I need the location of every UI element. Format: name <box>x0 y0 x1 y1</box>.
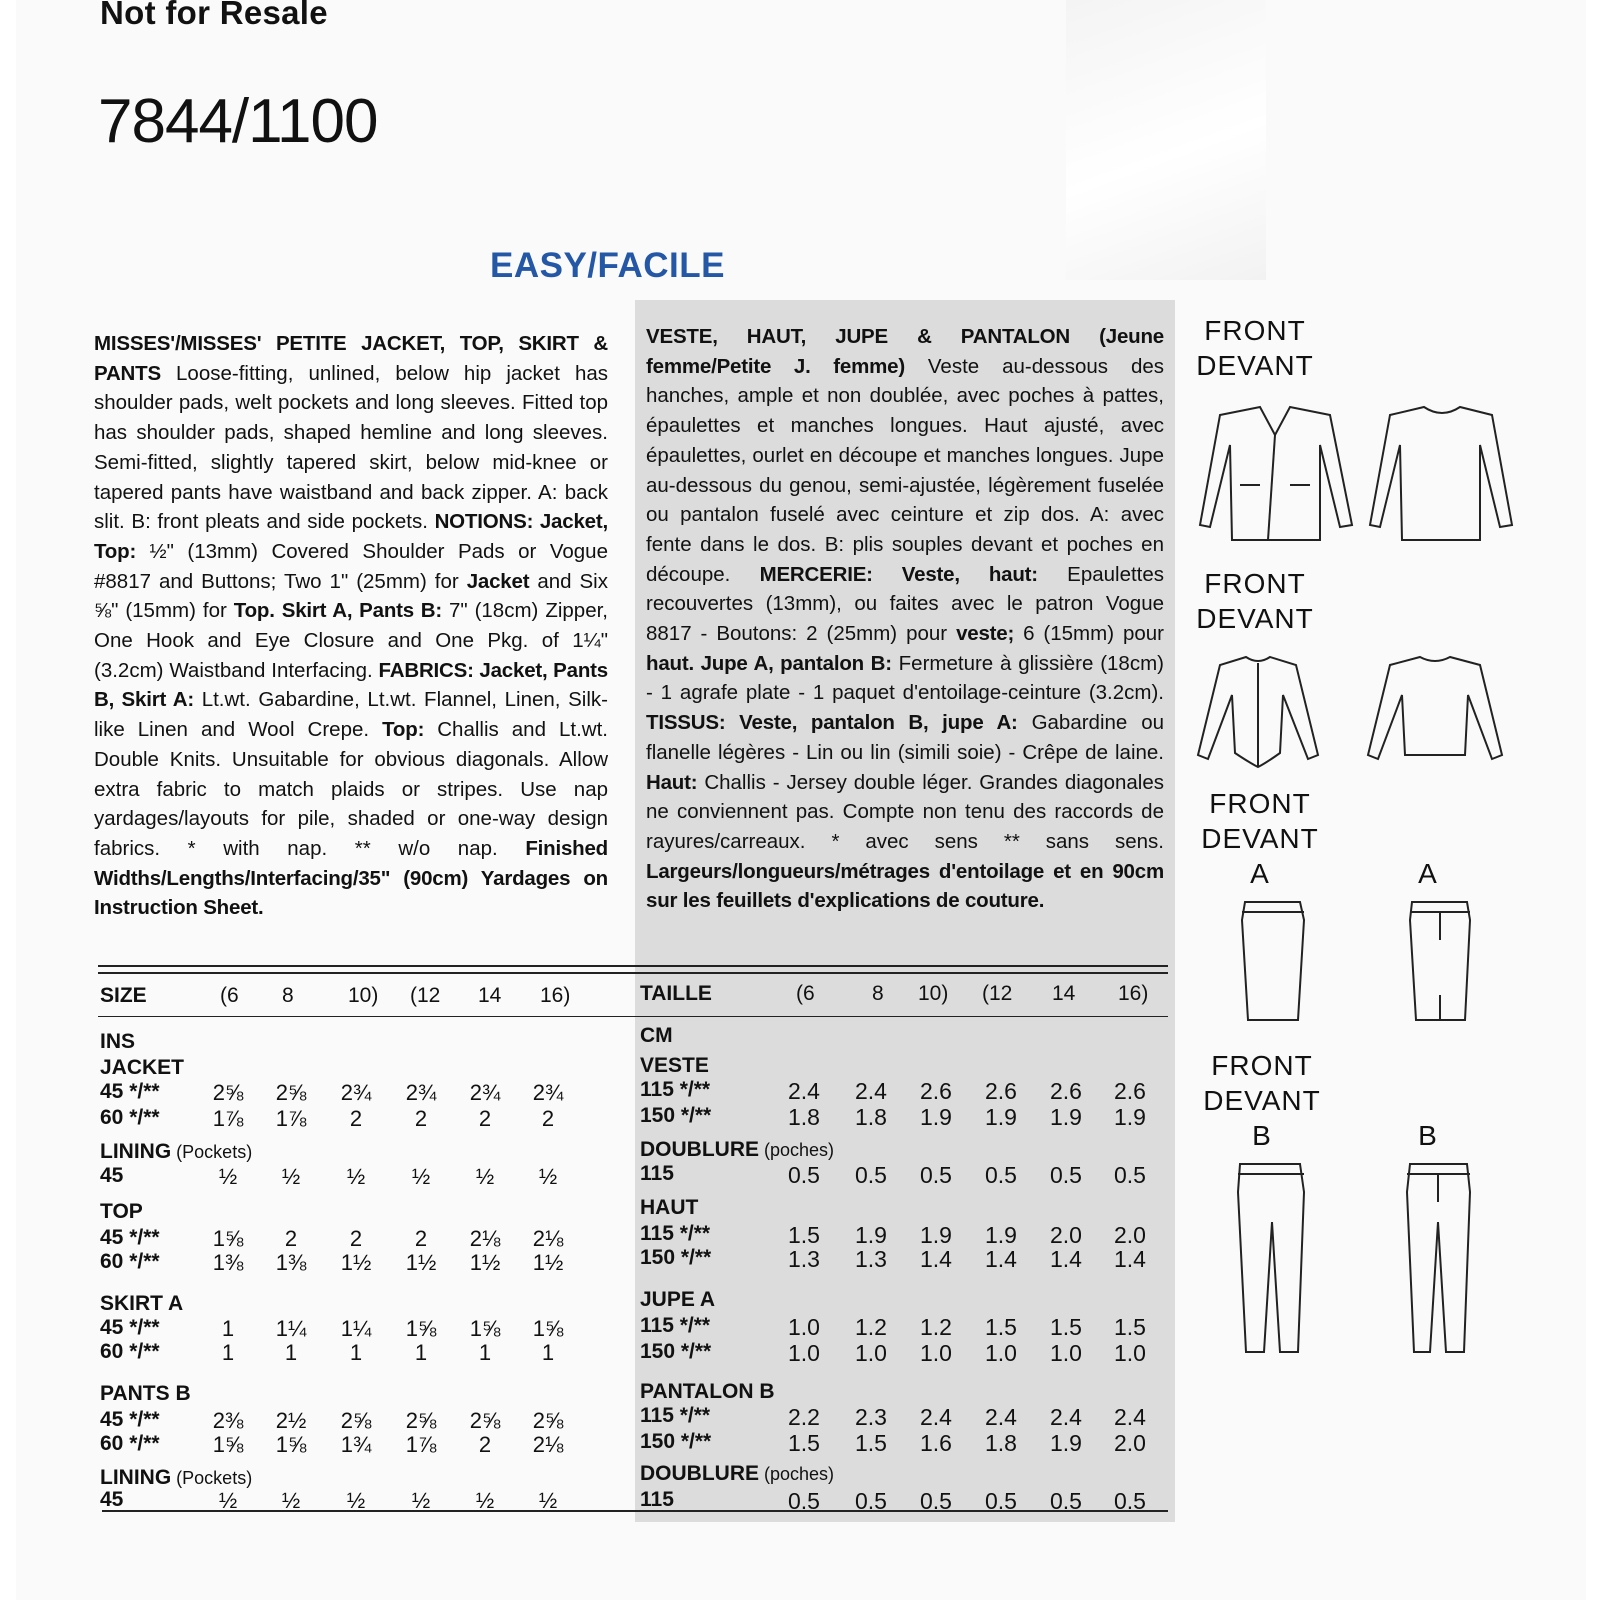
row-label-text: DOUBLURE <box>640 1138 759 1161</box>
mercerie-text: Fermeture à glissière (18cm) - 1 agrafe plate - 1 paquet d'entoilage-ceinture (3.2cm). <box>646 651 1164 705</box>
yardage-cell: 1¾ <box>340 1432 372 1457</box>
yardage-cell: 2.2 <box>788 1404 820 1430</box>
torn-paper-area <box>1066 0 1266 280</box>
notions-text: 7" (18cm) Zipper, One Hook and Eye Closure and One Pkg. of 1¼" (3.2cm) Waistband Interfacing. <box>94 599 608 682</box>
table-row <box>100 1488 620 1514</box>
table-row <box>640 1488 1170 1514</box>
row-label <box>100 1200 143 1224</box>
top-front-label: FRONT <box>1204 568 1306 599</box>
yardage-cell: 1.0 <box>855 1340 887 1366</box>
yardage-cell: 0.5 <box>788 1162 820 1188</box>
yardage-cell: 1.4 <box>1114 1246 1146 1272</box>
yardage-cell: 1 <box>284 1340 298 1365</box>
mercerie-text: 6 (15mm) pour <box>1023 622 1165 646</box>
row-label-note: (poches) <box>764 1140 835 1160</box>
yardage-cell: 2⅝ <box>212 1080 244 1105</box>
row-label <box>100 1340 160 1364</box>
yardage-cell: 1½ <box>469 1250 501 1275</box>
tissus-label: TISSUS: Veste, pantalon B, jupe A: <box>646 711 1018 735</box>
pants-view-back: B <box>1418 1120 1438 1151</box>
yardage-cell: 2.0 <box>1114 1222 1146 1248</box>
yardage-cell: 0.5 <box>985 1488 1017 1514</box>
yardage-cell: 1.5 <box>1114 1314 1146 1340</box>
description-body-fr: Veste au-dessous des hanches, ample et non doublée, avec poches à pattes, épaulettes et manches longues. Haut ajusté, avec épaulettes, ourlet en découpe et manches longues. Jupe au-dessous du genou, semi-ajustée, légèrement fuselée ou pantalon fuselé avec ceinture et zip dos. A: avec fente dans le dos. B: plis souples devant et poches en découpe. <box>646 354 1164 586</box>
yardage-cell: 2.6 <box>985 1078 1017 1104</box>
yardage-cell: 2 <box>414 1106 428 1131</box>
row-label <box>640 1054 709 1078</box>
yardage-cell: 0.5 <box>855 1162 887 1188</box>
row-label <box>640 1138 834 1162</box>
row-label <box>100 1382 191 1406</box>
notions-top: Top. <box>233 599 275 623</box>
row-label-text: TOP <box>100 1200 143 1223</box>
row-label-text: SKIRT A <box>100 1292 184 1315</box>
yardage-cell: 1.9 <box>920 1104 952 1130</box>
row-label-text: 60 */** <box>100 1340 160 1363</box>
yardage-cell: 1.5 <box>985 1314 1017 1340</box>
pants-view-front: B <box>1252 1120 1272 1151</box>
size-column-header: 8 <box>282 984 294 1007</box>
yardage-cell: 1⅜ <box>275 1250 307 1275</box>
yardage-cell: 2⅝ <box>532 1408 564 1433</box>
row-label-text: 60 */** <box>100 1432 160 1455</box>
tissus-text: Gabardine ou flanelle légères - Lin ou lin (simili soie) - Crêpe de laine. <box>646 711 1164 764</box>
size-column-header: 14 <box>478 984 502 1007</box>
yardage-cell: 1.9 <box>1050 1104 1082 1130</box>
yardage-cell: 2⅛ <box>532 1226 564 1251</box>
table-top-rule <box>98 965 1168 967</box>
row-label <box>640 1340 711 1364</box>
yardage-cell: 2.4 <box>1050 1404 1082 1430</box>
yardage-cell: 2½ <box>275 1408 307 1433</box>
yardage-cell: 1⅝ <box>212 1226 244 1251</box>
row-label-text: 115 */** <box>640 1222 711 1245</box>
size-column-header: 10) <box>348 984 379 1007</box>
table-row <box>640 1314 1170 1340</box>
yardage-cell: 0.5 <box>920 1488 952 1514</box>
yardage-cell: 2⅝ <box>469 1408 501 1433</box>
yardage-cell: 1.2 <box>855 1314 887 1340</box>
yardage-cell: 1½ <box>532 1250 564 1275</box>
row-label-text: 115 */** <box>640 1078 711 1101</box>
size-column-header: 14 <box>1052 982 1076 1005</box>
yardage-table-french <box>640 980 1170 1514</box>
yardage-cell: 1⅝ <box>405 1316 437 1341</box>
description-title: MISSES'/MISSES' PETITE JACKET, TOP, SKIRT & PANTS <box>94 332 608 385</box>
row-label-text: 45 */** <box>100 1226 160 1249</box>
row-label <box>100 1316 160 1340</box>
top-devant-label: DEVANT <box>1196 603 1314 634</box>
yardage-cell: ½ <box>218 1488 238 1513</box>
yardage-cell: 0.5 <box>1114 1162 1146 1188</box>
table-row <box>100 1080 620 1106</box>
table-row <box>640 1404 1170 1430</box>
yardage-cell: 2⅜ <box>212 1408 244 1433</box>
row-label-text: PANTALON B <box>640 1380 775 1403</box>
yardage-cell: 0.5 <box>788 1488 820 1514</box>
resale-notice: Not for Resale <box>100 0 328 31</box>
yardage-cell: 2⅝ <box>405 1408 437 1433</box>
size-column-header: (12 <box>410 984 441 1007</box>
yardage-cell: 2¾ <box>469 1080 501 1105</box>
yardage-cell: 2.6 <box>1114 1078 1146 1104</box>
yardage-cell: 1.3 <box>788 1246 820 1272</box>
yardage-cell: 1½ <box>405 1250 437 1275</box>
yardage-cell: 1.0 <box>985 1340 1017 1366</box>
table-top-rule-2 <box>98 972 1168 974</box>
yardage-cell: 1 <box>478 1340 492 1365</box>
difficulty-label: EASY/FACILE <box>490 246 725 285</box>
size-column-header: 8 <box>872 982 884 1005</box>
table-row <box>640 1462 1170 1488</box>
yardage-cell: 0.5 <box>855 1488 887 1514</box>
row-label <box>100 1226 160 1250</box>
garment-sketches <box>1180 300 1580 1420</box>
table-row <box>100 1408 620 1434</box>
yardage-cell: 2.6 <box>920 1078 952 1104</box>
table-row <box>640 1162 1170 1188</box>
mercerie-text: Epaulettes recouvertes (13mm), ou faites avec le patron Vogue 8817 - Boutons: 2 (25mm) pour <box>646 562 1165 646</box>
row-label-text: JUPE A <box>640 1288 716 1311</box>
notions-skirt-pants: Skirt A, Pants B: <box>281 599 442 623</box>
yardage-cell: 1⅝ <box>532 1316 564 1341</box>
size-column-header: (6 <box>220 984 239 1007</box>
row-label-text: 45 <box>100 1164 124 1187</box>
table-row <box>640 1430 1170 1456</box>
row-label <box>640 1078 710 1102</box>
yardage-cell: 1.0 <box>920 1340 952 1366</box>
table-row <box>100 1164 620 1190</box>
yardage-cell: 2.4 <box>788 1078 820 1104</box>
pants-front-label: FRONT <box>1211 1050 1313 1081</box>
table-row <box>100 1226 620 1252</box>
yardage-cell: 0.5 <box>1050 1488 1082 1514</box>
pattern-number: 7844/1100 <box>98 87 378 156</box>
row-label-text: 60 */** <box>100 1106 160 1129</box>
yardage-cell: 1.9 <box>1050 1430 1082 1456</box>
yardage-cell: 1¼ <box>275 1316 307 1341</box>
fabrics-text: Lt.wt. Gabardine, Lt.wt. Flannel, Linen, Silk-like Linen and Wool Crepe. <box>94 688 608 742</box>
yardage-cell: 1 <box>414 1340 428 1365</box>
fabrics-text: Challis and Lt.wt. Double Knits. Unsuitable for obvious diagonals. Allow extra fabric to match plaids or stripes. Use nap yardages/layouts for pile, shaded or one-way design fabrics. * with nap. ** w/o nap. <box>94 718 608 860</box>
yardage-cell: 1.0 <box>788 1314 820 1340</box>
row-label-note: (Pockets) <box>176 1142 253 1162</box>
row-label-text: 150 */** <box>640 1246 712 1269</box>
yardage-cell: 1.4 <box>920 1246 952 1272</box>
mercerie-veste: veste; <box>956 622 1015 646</box>
yardage-cell: 0.5 <box>920 1162 952 1188</box>
jacket-devant-label: DEVANT <box>1196 350 1314 381</box>
row-label <box>100 1080 160 1104</box>
table-row <box>640 1054 1170 1080</box>
mercerie-label: MERCERIE: Veste, haut: <box>759 562 1038 586</box>
yardage-cell: 2.6 <box>1050 1078 1082 1104</box>
yardage-cell: 2.0 <box>1114 1430 1146 1456</box>
size-column-header: 16) <box>1118 982 1149 1005</box>
yardage-cell: 1 <box>221 1340 235 1365</box>
row-label <box>100 1056 184 1080</box>
tissus-text: Challis - Jersey double léger. Grandes diagonales ne conviennent pas. Compte non tenu des raccords de rayures/carreaux. * avec sens ** sans sens. <box>646 770 1164 853</box>
yardage-cell: 1.9 <box>920 1222 952 1248</box>
row-label-text: VESTE <box>640 1054 709 1077</box>
description-body: Loose-fitting, unlined, below hip jacket has shoulder pads, welt pockets and long sleeves. Fitted top has shoulder pads, shaped hemline and long sleeves. Semi-fitted, slightly tapered skirt, below mid-knee or tapered pants have waistband and back zipper. A: back slit. B: front pleats and side pockets. <box>94 361 609 534</box>
yardage-cell: 1 <box>541 1340 555 1365</box>
row-label-text: LINING <box>100 1140 172 1163</box>
yardage-cell: 1.6 <box>920 1430 952 1456</box>
yardage-cell: 1⅜ <box>212 1250 244 1275</box>
yardage-cell: 1.8 <box>855 1104 887 1130</box>
yardage-cell: 1⅝ <box>469 1316 501 1341</box>
row-label-note: (poches) <box>764 1464 835 1484</box>
row-label-text: 60 */** <box>100 1250 160 1273</box>
yardage-cell: 1⅞ <box>405 1432 437 1457</box>
yardage-cell: 0.5 <box>985 1162 1017 1188</box>
table-row <box>640 1196 1170 1222</box>
size-column-header: (6 <box>796 982 815 1005</box>
yardage-cell: 2⅛ <box>469 1226 501 1251</box>
yardage-cell: 2 <box>284 1226 298 1251</box>
yardage-cell: 0.5 <box>1050 1162 1082 1188</box>
yardage-cell: 2⅝ <box>340 1408 372 1433</box>
yardage-cell: ½ <box>411 1488 431 1513</box>
yardage-cell: 1¼ <box>340 1316 372 1341</box>
yardage-cell: ½ <box>281 1488 301 1513</box>
skirt-view-front: A <box>1250 858 1270 889</box>
notions-label: NOTIONS: <box>434 510 534 534</box>
row-label-text: 45 <box>100 1488 124 1511</box>
pants-sketch <box>1180 1162 1520 1362</box>
table-row <box>640 1078 1170 1104</box>
yardage-cell: 0.5 <box>1114 1488 1146 1514</box>
yardage-cell: 1.8 <box>788 1104 820 1130</box>
row-label <box>100 1432 160 1456</box>
row-label <box>640 1430 711 1454</box>
table-row <box>100 1140 620 1166</box>
yardage-cell: 1.0 <box>1050 1340 1082 1366</box>
yardage-cell: 1.9 <box>985 1222 1017 1248</box>
row-label <box>100 1164 123 1188</box>
yardage-cell: 1.9 <box>985 1104 1017 1130</box>
row-label <box>100 1488 123 1512</box>
row-label <box>100 1140 252 1164</box>
table-row <box>100 1056 620 1082</box>
yardage-cell: 2 <box>349 1106 363 1131</box>
yardage-cell: ½ <box>538 1488 558 1513</box>
yardage-cell: 2 <box>478 1106 492 1131</box>
row-label <box>640 1222 710 1246</box>
table-row <box>100 1382 620 1408</box>
yardage-cell: 2¾ <box>405 1080 437 1105</box>
row-label-text: PANTS B <box>100 1382 191 1405</box>
yardage-cell: ½ <box>281 1164 301 1189</box>
row-label-text: 45 */** <box>100 1080 160 1103</box>
yardage-cell: ½ <box>475 1488 495 1513</box>
yardage-cell: 1.2 <box>920 1314 952 1340</box>
description-title-fr: VESTE, HAUT, JUPE & PANTALON (Jeune femme/Petite J. femme) <box>646 325 1164 378</box>
table-row <box>100 1340 620 1366</box>
row-label-text: 115 */** <box>640 1314 711 1337</box>
yardage-cell: 1.5 <box>1050 1314 1082 1340</box>
jacket-front-label: FRONT <box>1204 315 1306 346</box>
yardage-cell: 1.9 <box>855 1222 887 1248</box>
skirt-sketch <box>1180 900 1520 1025</box>
yardage-cell: 1.3 <box>855 1246 887 1272</box>
unit-label-fr: CM <box>640 1024 673 1047</box>
yardage-cell: ½ <box>538 1164 558 1189</box>
notions-jacket: Jacket <box>466 569 530 593</box>
description-french <box>646 322 1164 916</box>
row-label <box>640 1462 834 1486</box>
yardage-cell: 1⅞ <box>275 1106 307 1131</box>
yardage-cell: 1.5 <box>855 1430 887 1456</box>
table-row <box>100 1432 620 1458</box>
yardage-cell: 1.0 <box>788 1340 820 1366</box>
row-label <box>640 1380 775 1404</box>
table-row <box>100 1250 620 1276</box>
row-label <box>640 1404 710 1428</box>
notions-jacket-top: Jacket, Top: <box>94 510 608 563</box>
table-row <box>640 1246 1170 1272</box>
yardage-cell: 2 <box>349 1226 363 1251</box>
yardage-cell: ½ <box>411 1164 431 1189</box>
yardage-cell: 2⅛ <box>532 1432 564 1457</box>
yardage-cell: 1.9 <box>1114 1104 1146 1130</box>
yardage-cell: 2.4 <box>985 1404 1017 1430</box>
table-row <box>640 1138 1170 1164</box>
skirt-devant-label: DEVANT <box>1201 823 1319 854</box>
description-english <box>94 329 608 923</box>
row-label-text: 150 */** <box>640 1104 712 1127</box>
yardage-cell: 1 <box>349 1340 363 1365</box>
row-label <box>100 1106 160 1130</box>
row-label-text: HAUT <box>640 1196 699 1219</box>
row-label-text: 150 */** <box>640 1430 712 1453</box>
skirt-view-back: A <box>1418 858 1438 889</box>
yardage-cell: 2¾ <box>532 1080 564 1105</box>
yardage-cell: 2¾ <box>340 1080 372 1105</box>
fabrics-label: FABRICS: Jacket, Pants B, Skirt A: <box>94 658 608 712</box>
yardage-cell: 2 <box>541 1106 555 1131</box>
yardage-cell: 1.4 <box>1050 1246 1082 1272</box>
row-label <box>640 1314 710 1338</box>
table-row <box>640 1288 1170 1314</box>
skirt-front-label: FRONT <box>1209 788 1311 819</box>
row-label <box>640 1104 711 1128</box>
yardage-cell: 2 <box>478 1432 492 1457</box>
yardage-cell: 2.0 <box>1050 1222 1082 1248</box>
row-label <box>640 1162 674 1186</box>
size-header-fr: TAILLE <box>640 982 712 1005</box>
yardage-cell: 1 <box>221 1316 235 1341</box>
row-label-text: JACKET <box>100 1056 185 1079</box>
yardage-cell: 1⅞ <box>212 1106 244 1131</box>
tissus-haut: Haut: <box>646 770 698 794</box>
yardage-cell: 1.0 <box>1114 1340 1146 1366</box>
row-label <box>100 1408 160 1432</box>
yardage-cell: 2.4 <box>1114 1404 1146 1430</box>
table-row <box>640 1340 1170 1366</box>
row-label-text: 45 */** <box>100 1316 160 1339</box>
yardage-cell: ½ <box>346 1488 366 1513</box>
table-row <box>100 1292 620 1318</box>
yardage-table-english <box>100 980 620 1513</box>
size-column-header: (12 <box>982 982 1013 1005</box>
fabrics-top: Top: <box>382 718 425 742</box>
table-row <box>640 1380 1170 1406</box>
yardage-cell: 1.5 <box>788 1222 820 1248</box>
row-label <box>100 1466 252 1490</box>
yardage-cell: 1.5 <box>788 1430 820 1456</box>
table-row <box>100 1200 620 1226</box>
size-column-header: 16) <box>540 984 571 1007</box>
row-label <box>640 1246 711 1270</box>
yardage-cell: 2.3 <box>855 1404 887 1430</box>
yardage-cell: ½ <box>218 1164 238 1189</box>
row-label-text: 115 */** <box>640 1404 711 1427</box>
yardage-cell: 2 <box>414 1226 428 1251</box>
size-header: SIZE <box>100 984 147 1007</box>
yardage-cell: 1½ <box>340 1250 372 1275</box>
jacket-sketch <box>1180 405 1520 555</box>
finished-note: Finished Widths/Lengths/Interfacing/35" (90cm) Yardages on Instruction Sheet. <box>94 836 608 920</box>
yardage-cell: 2.4 <box>920 1404 952 1430</box>
top-sketch <box>1180 655 1520 780</box>
row-label-text: 115 <box>640 1162 674 1185</box>
unit-label: INS <box>100 1030 136 1053</box>
yardage-cell: 2⅝ <box>275 1080 307 1105</box>
row-label <box>640 1488 674 1512</box>
finished-note-fr: Largeurs/longueurs/métrages d'entoilage et en 90cm sur les feuillets d'explications de couture. <box>646 859 1164 913</box>
mercerie-haut: haut. Jupe A, pantalon B: <box>646 651 892 675</box>
yardage-cell: 1.4 <box>985 1246 1017 1272</box>
yardage-cell: ½ <box>346 1164 366 1189</box>
row-label-text: DOUBLURE <box>640 1462 759 1485</box>
table-row <box>640 1104 1170 1130</box>
row-label <box>100 1292 183 1316</box>
row-label-text: 45 */** <box>100 1408 160 1431</box>
table-row <box>640 1222 1170 1248</box>
row-label-text: 150 */** <box>640 1340 712 1363</box>
yardage-cell: ½ <box>475 1164 495 1189</box>
row-label-text: 115 <box>640 1488 674 1511</box>
notions-text: and Six ⅝" (15mm) for <box>94 569 608 623</box>
row-label-text: LINING <box>100 1466 172 1489</box>
row-label <box>640 1196 698 1220</box>
row-label-note: (Pockets) <box>176 1468 253 1488</box>
yardage-cell: 2.4 <box>855 1078 887 1104</box>
table-row <box>100 1106 620 1132</box>
yardage-cell: 1.8 <box>985 1430 1017 1456</box>
pants-devant-label: DEVANT <box>1203 1085 1321 1116</box>
row-label <box>640 1288 715 1312</box>
notions-text: ½" (13mm) Covered Shoulder Pads or Vogue #8817 and Buttons; Two 1" (25mm) for <box>94 539 608 593</box>
table-row <box>100 1316 620 1342</box>
size-column-header: 10) <box>918 982 949 1005</box>
row-label <box>100 1250 160 1274</box>
yardage-cell: 1⅝ <box>212 1432 244 1457</box>
yardage-cell: 1⅝ <box>275 1432 307 1457</box>
